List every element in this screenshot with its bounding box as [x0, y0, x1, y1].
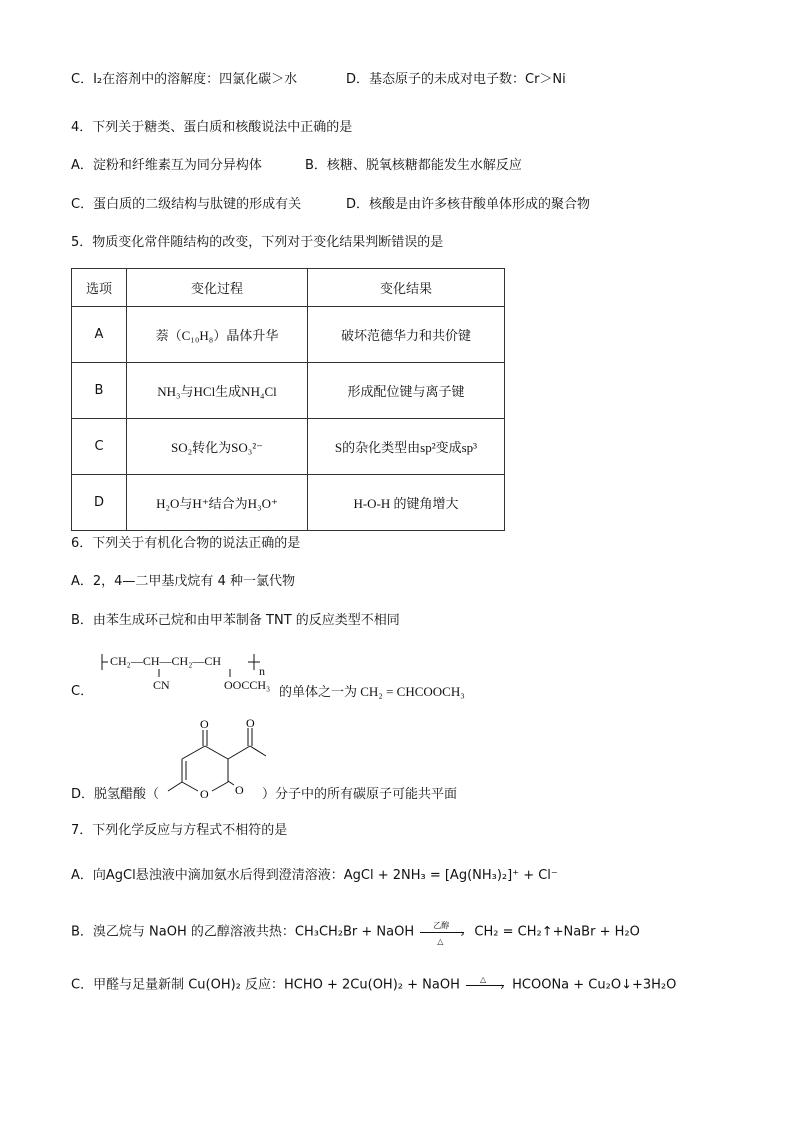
- q6-option-b: B．由苯生成环己烷和由甲苯制备 TNT 的反应类型不相同: [71, 613, 400, 628]
- table-row: [72, 363, 505, 419]
- q4-option-d: D．核酸是由许多核苷酸单体形成的聚合物: [346, 197, 591, 212]
- row-process: 萘（C₁₀H₈）晶体升华: [127, 307, 308, 363]
- row-result: 形成配位键与离子键: [308, 363, 505, 419]
- row-option: B: [72, 363, 127, 419]
- row-option: A: [72, 307, 127, 363]
- row-result: H-O-H 的键角增大: [308, 475, 505, 531]
- row-process: SO₂转化为SO₃²⁻: [127, 419, 308, 475]
- q6-stem: 6．下列关于有机化合物的说法正确的是: [71, 536, 301, 551]
- q6-option-d-label: D．脱氢醋酸（: [71, 787, 160, 802]
- polymer-substituent-ester: OOCCH₃: [224, 678, 271, 692]
- arrow-head: ›: [460, 927, 465, 940]
- q7-c-suffix: HCOONa + Cu₂O↓+3H₂O: [512, 977, 677, 993]
- q6-option-a: A．2，4—二甲基戊烷有 4 种一氯代物: [71, 574, 295, 589]
- q7-b-prefix: B．溴乙烷与 NaOH 的乙醇溶液共热：CH₃CH₂Br + NaOH: [71, 924, 415, 940]
- arrow-shaft: [466, 985, 504, 986]
- q4-stem: 4．下列关于糖类、蛋白质和核酸说法中正确的是: [71, 120, 353, 135]
- q5-table: [71, 268, 505, 531]
- arrow-head: ›: [500, 980, 505, 993]
- table-row: [72, 475, 505, 531]
- row-result: 破坏范德华力和共价键: [308, 307, 505, 363]
- table-row: [72, 307, 505, 363]
- dehydroacetic-acid-structure: [160, 718, 270, 802]
- row-option: C: [72, 419, 127, 475]
- ring-structure-diagram: [160, 718, 270, 802]
- oxygen-label-carbonyl: O: [235, 783, 244, 797]
- oxygen-label-ring: O: [200, 787, 209, 801]
- arrow-condition-top: △: [480, 975, 487, 984]
- q3-option-c: C．I₂在溶剂中的溶解度：四氯化碳＞水: [71, 72, 298, 87]
- q7-option-a: A．向AgCl悬浊液中滴加氨水后得到澄清溶液：AgCl + 2NH₃ = [Ag(NH₃)₂]⁺ + Cl⁻: [71, 868, 558, 883]
- row-option: D: [72, 475, 127, 531]
- table-row: [72, 419, 505, 475]
- q6-option-c-text: 的单体之一为 CH₂ = CHCOOCH₃: [279, 684, 465, 699]
- polymer-main-chain: CH₂—CH—CH₂—CH: [110, 654, 222, 668]
- row-result: S的杂化类型由sp²变成sp³: [308, 419, 505, 475]
- polymer-substituent-cn: CN: [153, 678, 170, 692]
- polymer-repeat-n: n: [259, 664, 265, 678]
- q7-stem: 7．下列化学反应与方程式不相符的是: [71, 823, 288, 838]
- q6-option-d-text: ）分子中的所有碳原子可能共平面: [262, 787, 458, 802]
- q5-stem: 5．物质变化常伴随结构的改变，下列对于变化结果判断错误的是: [71, 235, 444, 250]
- q6-option-c-label: C．: [71, 684, 94, 699]
- header-option: 选项: [72, 269, 127, 307]
- q4-option-a: A．淀粉和纤维素互为同分异构体: [71, 158, 262, 173]
- q4-option-b: B．核糖、脱氧核糖都能发生水解反应: [305, 158, 522, 173]
- q7-b-suffix: CH₂ = CH₂↑+NaBr + H₂O: [474, 924, 640, 940]
- arrow-condition-top: 乙醇: [433, 921, 450, 930]
- row-process: NH₃与HCl生成NH₄Cl: [127, 363, 308, 419]
- q7-option-c: [71, 976, 676, 995]
- polymer-structure: [96, 650, 286, 696]
- header-process: 变化过程: [127, 269, 308, 307]
- header-result: 变化结果: [308, 269, 505, 307]
- oxygen-label-top: O: [200, 718, 209, 731]
- q4-option-c: C．蛋白质的二级结构与肽键的形成有关: [71, 197, 302, 212]
- reaction-arrow: [464, 976, 508, 994]
- q3-option-d: D．基态原子的未成对电子数：Cr＞Ni: [346, 72, 566, 87]
- oxygen-label-acetyl: O: [246, 718, 255, 730]
- arrow-condition-bottom: △: [437, 937, 444, 946]
- row-process: H₂O与H⁺结合为H₃O⁺: [127, 475, 308, 531]
- table-header-row: [72, 269, 505, 307]
- reaction-arrow: [418, 921, 470, 946]
- q7-option-b: [71, 921, 640, 946]
- q7-c-prefix: C．甲醛与足量新制 Cu(OH)₂ 反应：HCHO + 2Cu(OH)₂ + NaOH: [71, 977, 460, 993]
